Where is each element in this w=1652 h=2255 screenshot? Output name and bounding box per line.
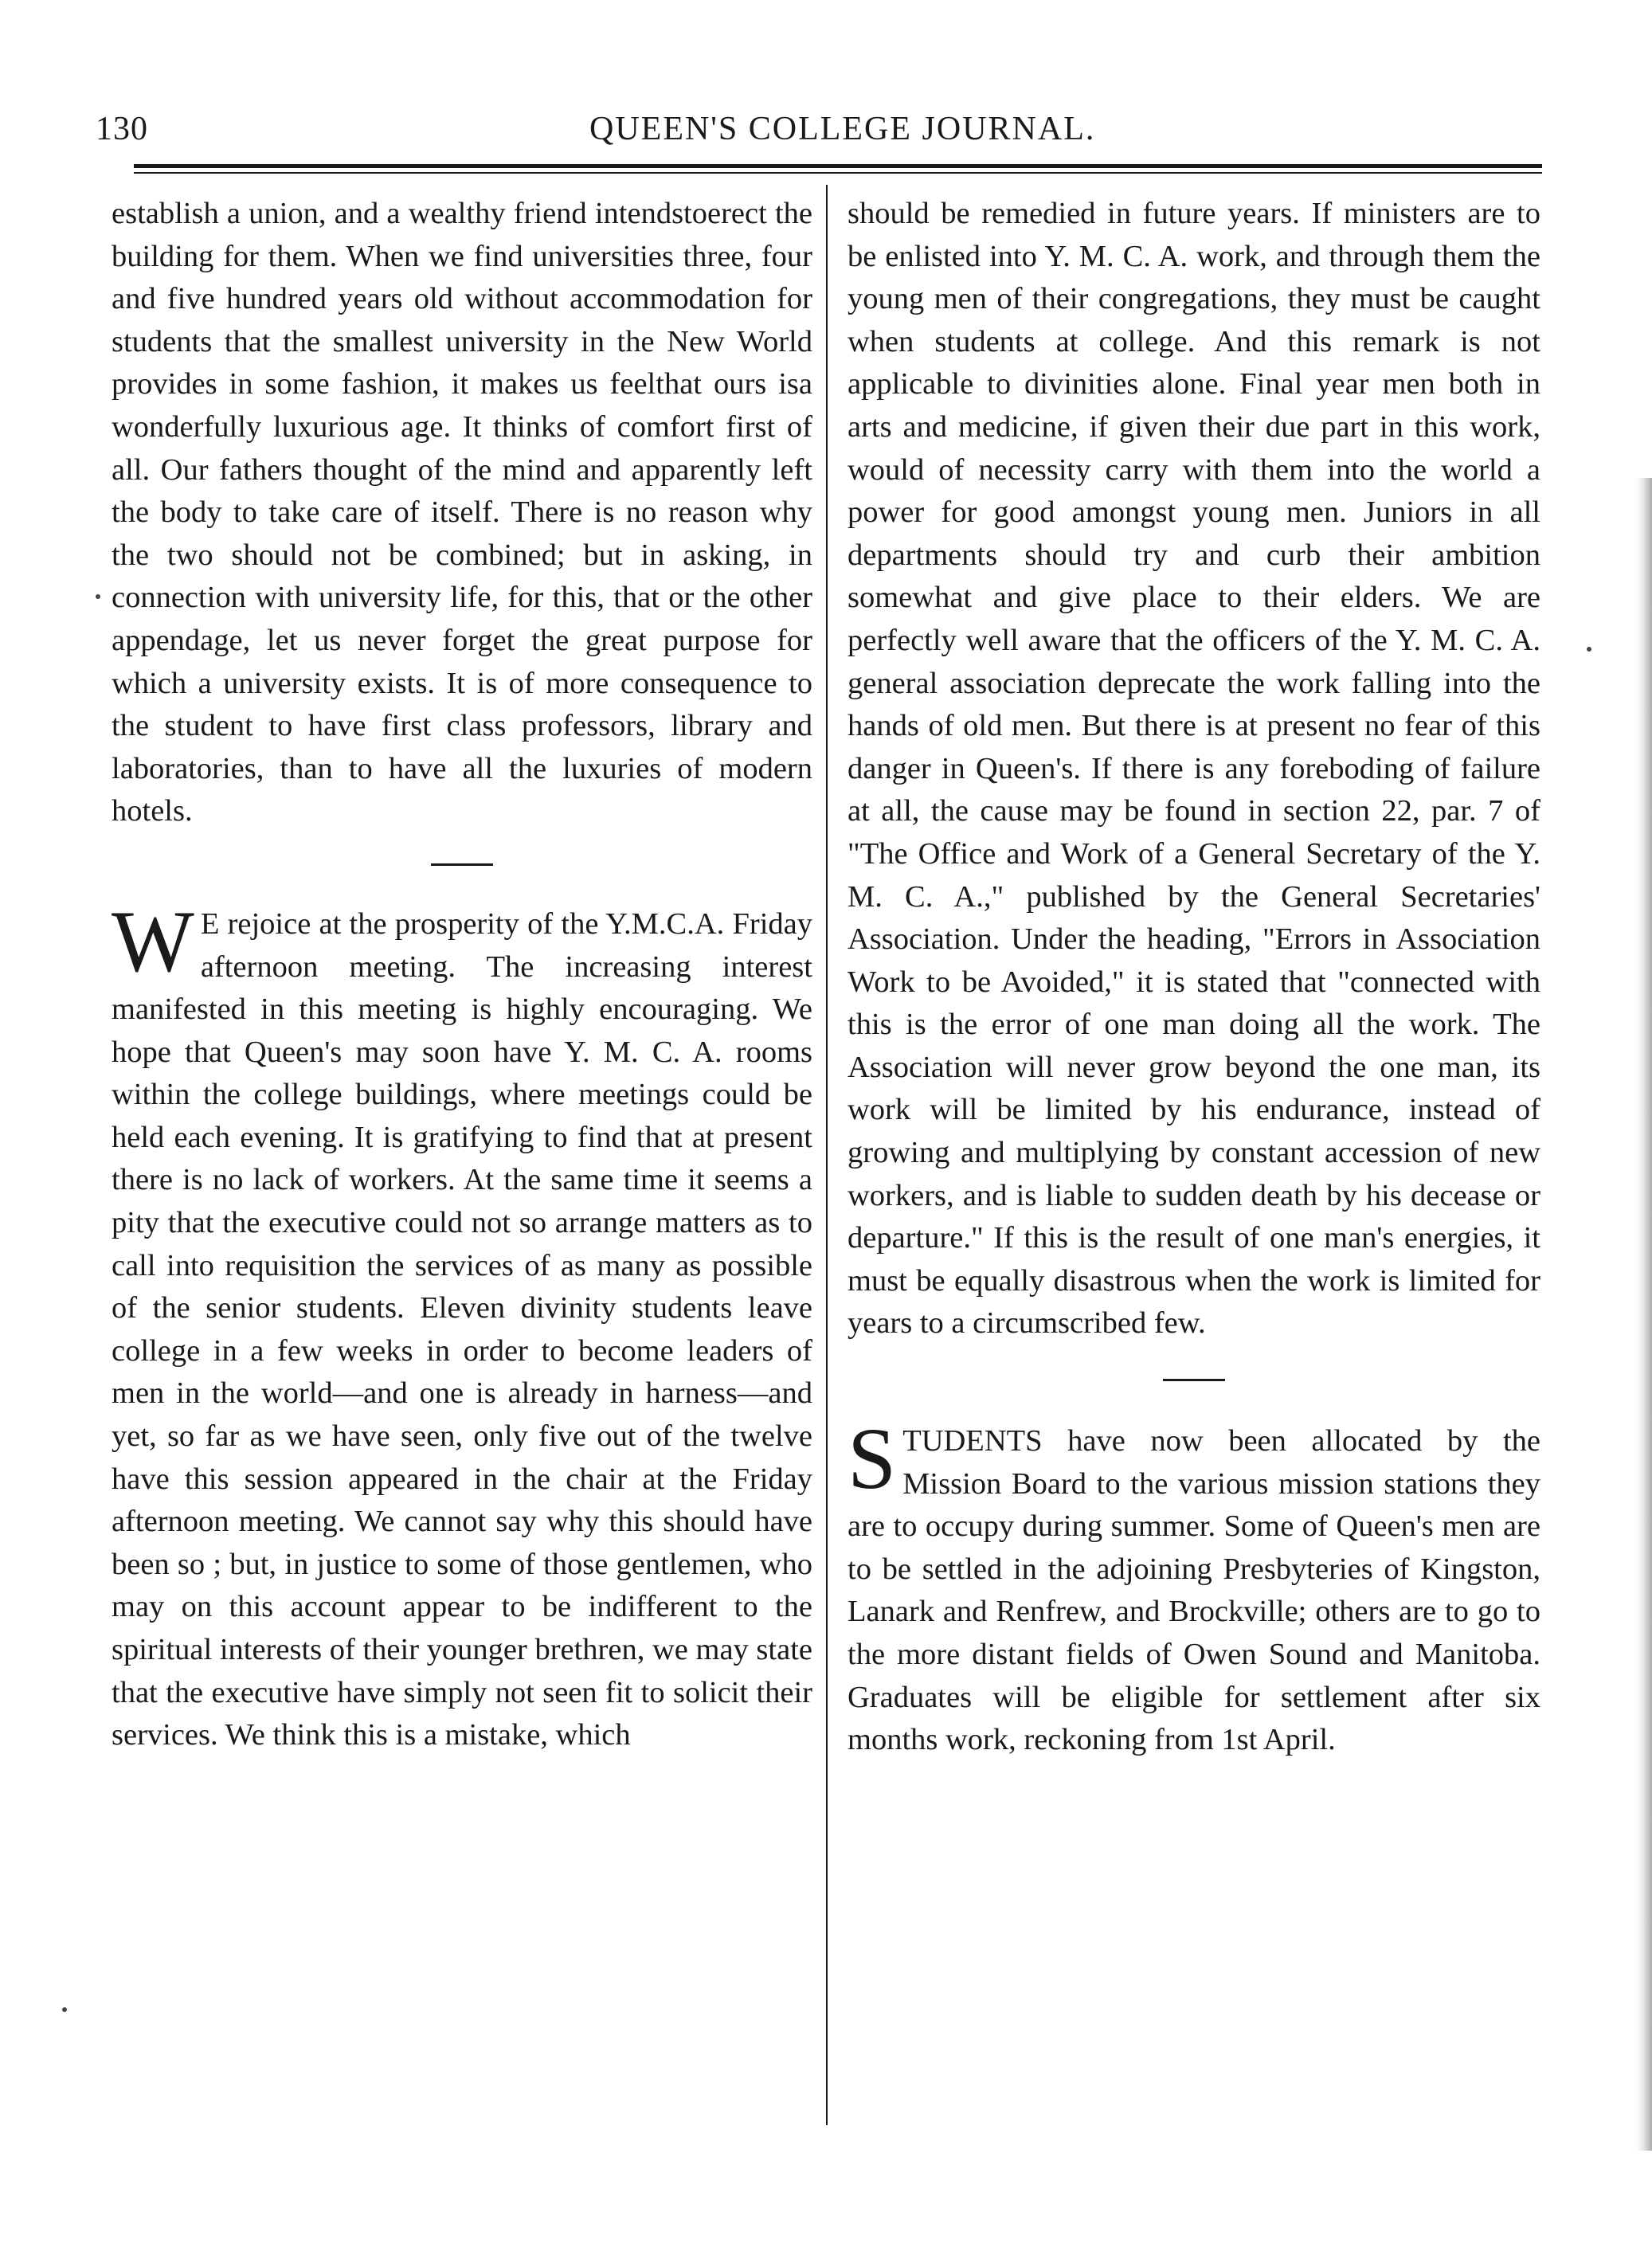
right-paragraph-2 bbox=[848, 1410, 1540, 1762]
ink-speck bbox=[1587, 647, 1591, 652]
section-break-right bbox=[1163, 1379, 1225, 1381]
page-edge-shadow bbox=[1636, 478, 1652, 2151]
left-column bbox=[112, 193, 812, 1757]
page-number: 130 bbox=[96, 111, 148, 147]
column-divider bbox=[826, 185, 828, 2125]
section-break-left bbox=[431, 863, 493, 866]
left-paragraph-2-text: E rejoice at the prosperity of the Y.M.C.A. Friday afternoon meeting. The increasing interest manifested in this meeting is highly encouraging. We hope that Queen's may soon have Y. M. C. A. rooms within the college buildings, where meetings could be held each evening. It is gratifying to find that at present there is no lack of workers. At the same time it seems a pity that the executive could not so arrange matters as to call into requisition the services of as many as possible of the senior students. Eleven divinity students leave college in a few weeks in order to become leaders of men in the world—and one is already in harness—and yet, so far as we have seen, only five out of the twelve have this session appeared in the chair at the Friday afternoon meeting. We cannot say why this should have been so ; but, in justice to some of those gentlemen, who may on this account appear to be indifferent to the spiritual interests of their younger brethren, we may state that the executive have simply not seen fit to solicit their services. We think this is a mistake, which bbox=[112, 906, 812, 1752]
right-column bbox=[848, 193, 1540, 1762]
ink-speck bbox=[62, 2007, 67, 2012]
header-rule-thin bbox=[134, 172, 1542, 174]
left-paragraph-2 bbox=[112, 892, 812, 1757]
header-rule-thick bbox=[134, 164, 1542, 168]
drop-cap-w: W bbox=[112, 892, 194, 990]
ink-speck bbox=[96, 594, 100, 599]
right-paragraph-2-text: TUDENTS have now been allocated by the Mission Board to the various mission stations they are to occupy during summer. Some of Queen's men are to be settled in the adjoining Presbyteries of Kingston, Lanark and Renfrew, and Brockville; others are to go to the more distant fields of Owen Sound and Manitoba. Graduates will be eligible for settlement after six months work, reckoning from 1st April. bbox=[848, 1424, 1540, 1757]
running-title: QUEEN'S COLLEGE JOURNAL. bbox=[589, 111, 1096, 147]
left-paragraph-1: establish a union, and a wealthy friend intendstoerect the building for them. When we find universities three, four and five hundred years old without accommodation for students that the smallest university in the New World provides in some fashion, it makes us feelthat ours isa wonderfully luxurious age. It thinks of comfort first of all. Our fathers thought of the mind and apparently left the body to take care of itself. There is no reason why the two should not be combined; but in asking, in connection with university life, for this, that or the other appendage, let us never forget the great purpose for which a university exists. It is of more consequence to the student to have first class professors, library and laboratories, than to have all the luxuries of modern hotels. bbox=[112, 197, 812, 828]
right-paragraph-1: should be remedied in future years. If ministers are to be enlisted into Y. M. C. A. work, and through them the young men of their congregations, they must be caught when students at college. And this remark is not applicable to divinities alone. Final year men both in arts and medicine, if given their due part in this work, would of necessity carry with them into the world a power for good amongst young men. Juniors in all departments should try and curb their ambition somewhat and give place to their elders. We are perfectly well aware that the officers of the Y. M. C. A. general association deprecate the work falling into the hands of old men. But there is at present no fear of this danger in Queen's. If there is any foreboding of failure at all, the cause may be found in section 22, par. 7 of "The Office and Work of a General Secretary of the Y. M. C. A.," published by the General Secretaries' Association. Under the heading, "Errors in Association Work to be Avoided," it is stated that "connected with this is the error of one man doing all the work. The Association will never grow beyond the one man, its work will be limited by his endurance, instead of growing and multiplying by constant accession of new workers, and is liable to sudden death by his decease or departure." If this is the result of one man's energies, it must be equally disastrous when the work is limited for years to a circumscribed few. bbox=[848, 197, 1540, 1341]
drop-cap-s: S bbox=[848, 1410, 897, 1508]
